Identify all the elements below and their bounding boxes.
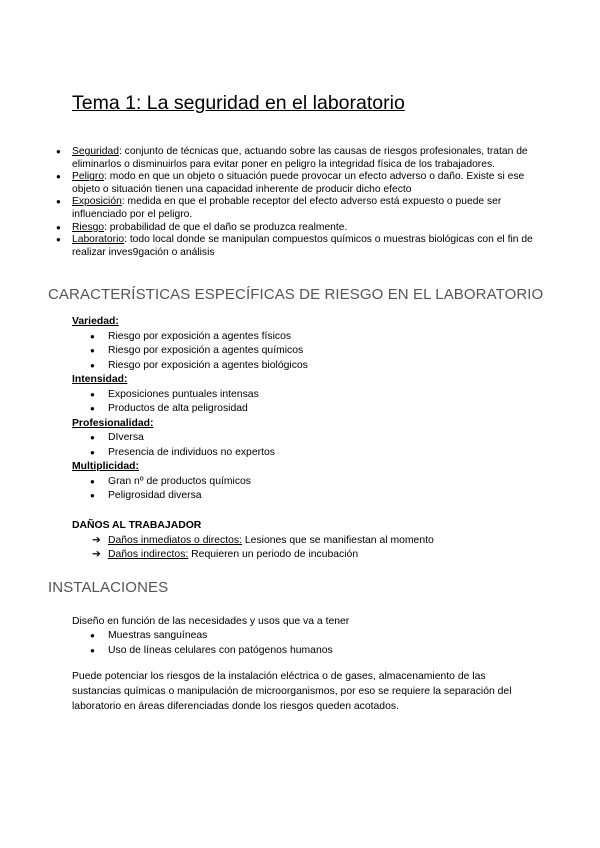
list-item: ● Presencia de individuos no expertos bbox=[72, 446, 542, 461]
list-item: ● Uso de líneas celulares con patógenos humanos bbox=[72, 644, 542, 659]
list-item: ● Muestras sanguíneas bbox=[72, 629, 542, 644]
definition-term: Laboratorio bbox=[72, 234, 125, 246]
category-list bbox=[72, 330, 542, 374]
category-list bbox=[72, 388, 542, 417]
category-title: Profesionalidad: bbox=[72, 417, 154, 429]
list-item bbox=[56, 222, 536, 235]
list-item: ● Riesgo por exposición a agentes químicos bbox=[72, 344, 542, 359]
list-item: ● Peligrosidad diversa bbox=[72, 489, 542, 504]
list-item bbox=[72, 548, 542, 563]
definition-text: : probabilidad de que el daño se produzca realmente. bbox=[104, 221, 348, 233]
category-list bbox=[72, 475, 542, 504]
list-item: ● Riesgo por exposición a agentes biológicos bbox=[72, 359, 542, 374]
list-item: ● DIversa bbox=[72, 431, 542, 446]
damage-text: Lesiones que se manifiestan al momento bbox=[242, 534, 434, 546]
list-item: ● Gran nº de productos químicos bbox=[72, 475, 542, 490]
definition-text: : conjunto de técnicas que, actuando sobre las causas de riesgos profesionales, tratan de eliminarlos o disminuirlos para evitar poner en peligro la integridad física de los trabajadores. bbox=[72, 146, 528, 170]
definition-term: Exposición bbox=[72, 196, 122, 208]
installations-paragraph: Puede potenciar los riesgos de la instalación eléctrica o de gases, almacenamiento de las sustancias químicas o manipulación de microorganismos, por eso se requiere la separación del laboratorio en áreas diferenciadas donde los riesgos queden acotados. bbox=[72, 671, 512, 712]
list-item bbox=[56, 171, 536, 196]
installations-intro: Diseño en función de las necesidades y usos que va a tener bbox=[72, 616, 350, 627]
damage-term: Daños indirectos: bbox=[108, 549, 189, 560]
list-item bbox=[56, 146, 536, 171]
damages-heading: DAÑOS AL TRABAJADOR bbox=[72, 520, 202, 531]
definition-text: : todo local donde se manipulan compuestos químicos o muestras biológicas con el fin de realizar inves9gación o análisis bbox=[72, 234, 533, 258]
arrow-icon: ➔ bbox=[92, 534, 101, 546]
definition-text: : modo en que un objeto o situación puede provocar un efecto adverso o daño. Existe si ese objeto o situación tienen una capacidad inherente de producir dicho efecto bbox=[72, 171, 525, 195]
risk-categories bbox=[72, 315, 542, 504]
installations-block bbox=[72, 614, 542, 658]
category-title: Variedad: bbox=[72, 316, 119, 327]
definition-term: Peligro bbox=[72, 171, 105, 183]
definition-term: Riesgo bbox=[72, 221, 105, 233]
damages-block bbox=[72, 519, 542, 563]
list-item: ● Riesgo por exposición a agentes físicos bbox=[72, 330, 542, 345]
definition-term: Seguridad bbox=[72, 146, 119, 157]
list-item: ● Productos de alta peligrosidad bbox=[72, 402, 542, 417]
list-item bbox=[56, 234, 536, 259]
definition-text: : medida en que el probable receptor del efecto adverso está expuesto o puede ser influenciado por el peligro. bbox=[72, 196, 502, 220]
category-list bbox=[72, 431, 542, 460]
list-item bbox=[56, 196, 536, 221]
installations-list bbox=[72, 629, 542, 658]
arrow-icon: ➔ bbox=[92, 549, 101, 560]
damage-text: Requieren un periodo de incubación bbox=[188, 549, 359, 560]
list-item bbox=[72, 534, 542, 549]
section-heading-instalaciones: INSTALACIONES bbox=[48, 579, 169, 596]
category-title: Multiplicidad: bbox=[72, 461, 139, 472]
category-title: Intensidad: bbox=[72, 374, 128, 385]
damage-term: Daños inmediatos o directos: bbox=[108, 534, 242, 546]
list-item: ● Exposiciones puntuales intensas bbox=[72, 388, 542, 403]
installations-paragraph-block bbox=[72, 669, 532, 714]
definitions-list bbox=[56, 146, 536, 259]
section-heading-riesgo: CARACTERÍSTICAS ESPECÍFICAS DE RIESGO EN EL LABORATORIO bbox=[48, 286, 544, 303]
page-title: Tema 1: La seguridad en el laboratorio bbox=[72, 92, 405, 114]
